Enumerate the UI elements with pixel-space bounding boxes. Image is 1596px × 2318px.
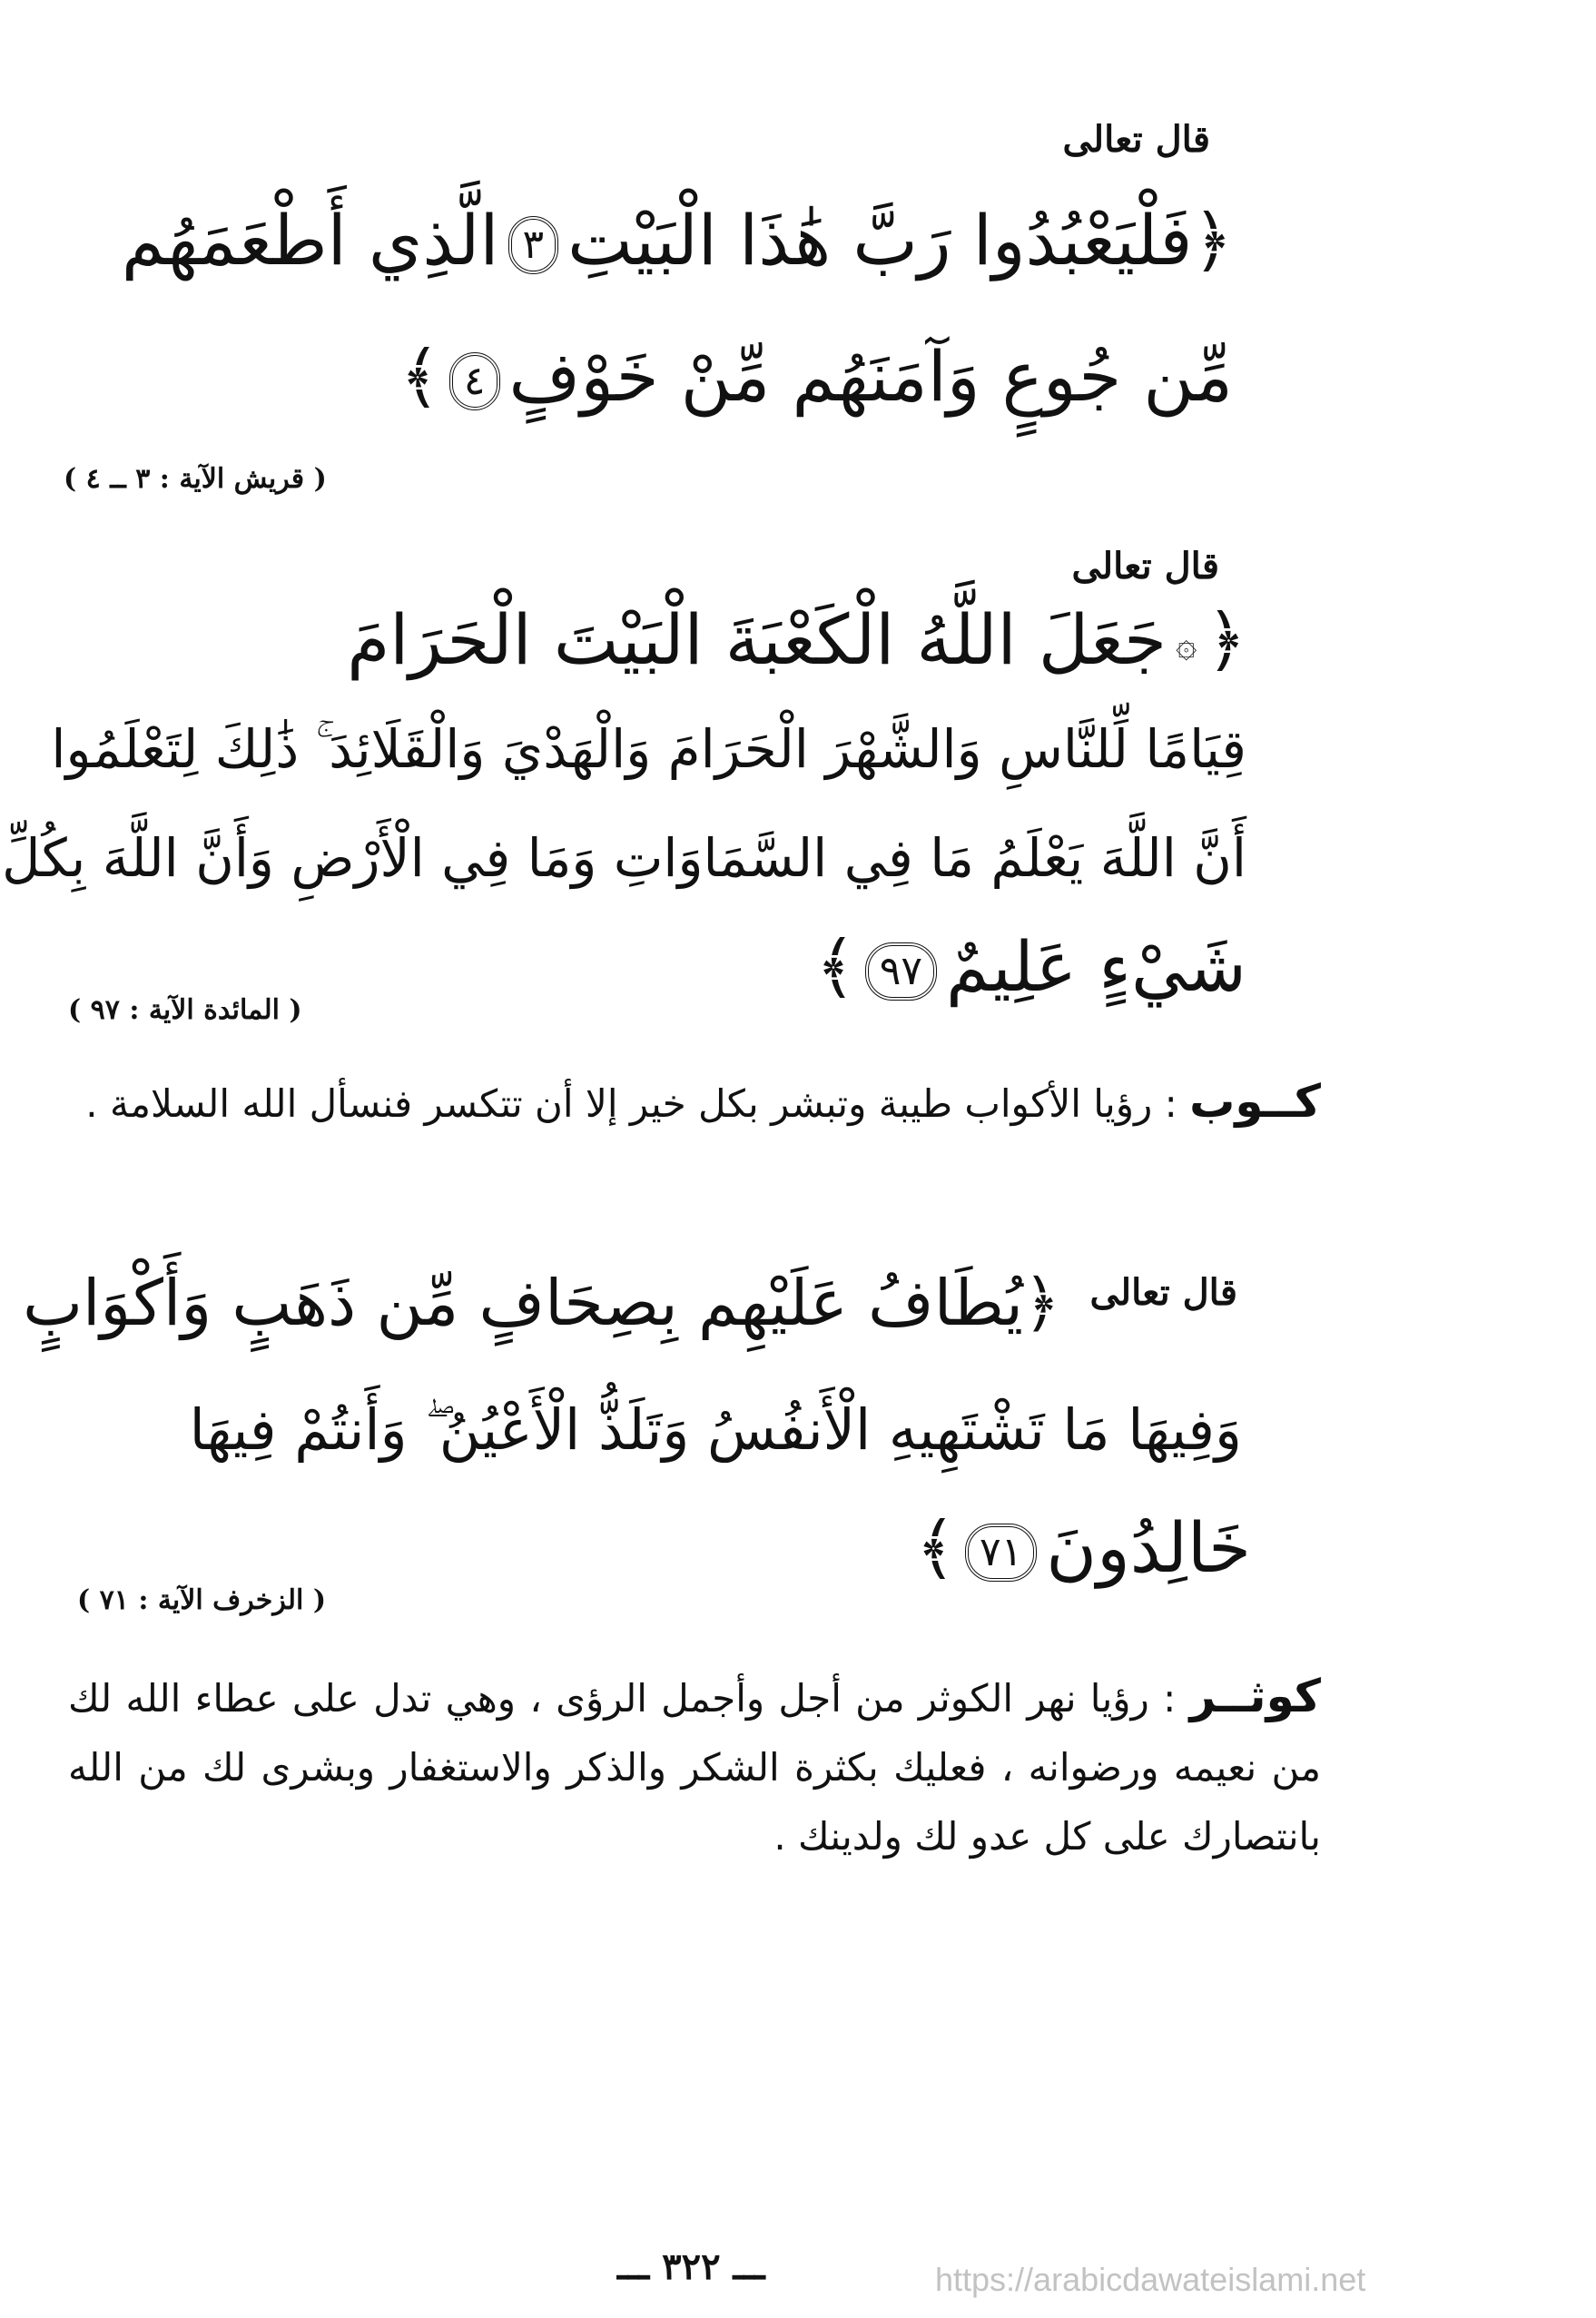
ayah-number-marker: ٩٧ [865,942,937,1001]
verse-2-line-1: ﴿۞جَعَلَ اللَّهُ الْكَعْبَةَ الْبَيْتَ الْحَرَامَ [184,572,1246,713]
verse-2-line-2: قِيَامًا لِّلنَّاسِ وَالشَّهْرَ الْحَرَامَ وَالْهَدْيَ وَالْقَلَائِدَ ۚ ذَٰلِكَ لِتَعْلَمُوا [51,718,1246,780]
verse-3-line-1: ﴿يُطَافُ عَلَيْهِم بِصِحَافٍ مِّن ذَهَبٍ وَأَكْوَابٍ [23,1266,1060,1340]
verse-reference-3: ( الزخرف الآية : ٧١ ) [77,1584,327,1616]
intro-label-2: قال تعالى [1071,545,1219,587]
star-ornament-icon: ۞ [1176,624,1197,666]
dream-keyword: كوثــر [1189,1670,1321,1722]
verse-3-line-2: وَفِيهَا مَا تَشْتَهِيهِ الْأَنفُسُ وَتَلَذُّ الْأَعْيُنُ ۖ وَأَنتُمْ فِيهَا [189,1396,1242,1463]
verse-reference-1: ( قريش الآية : ٣ ــ ٤ ) [64,463,327,495]
watermark-url: https://arabicdawateislami.net [935,2261,1366,2298]
intro-label-1: قال تعالى [1062,118,1210,161]
verse-3-line-3: خَالِدُونَ٧١﴾ [915,1507,1251,1588]
ayah-number-marker: ٧١ [965,1524,1037,1582]
ornate-bracket-open: ﴿ [1206,599,1246,680]
intro-label-3: قال تعالى [1089,1271,1237,1314]
ornate-bracket-open: ﴿ [1022,1266,1060,1340]
dream-keyword: كــوب [1189,1075,1321,1128]
interpretation-paragraph-2: كوثــر : رؤيا نهر الكوثر من أجل وأجمل الرؤى ، وهي تدل على عطاء الله لك من نعيمه ورضوانه ، فعليك بكثرة الشكر والذكر والاستغفار وبشرى لك من الله بانتصارك على كل عدو لك ولدينك . [68,1670,1321,1859]
verse-reference-2: ( المائدة الآية : ٩٧ ) [68,994,302,1026]
ayah-number-marker: ٤ [449,352,500,410]
verse-1-line-1: ﴿فَلْيَعْبُدُوا رَبَّ هَٰذَا الْبَيْتِ٣الَّذِي أَطْعَمَهُم [121,200,1233,281]
verse-2-line-3: أَنَّ اللَّهَ يَعْلَمُ مَا فِي السَّمَاوَاتِ وَمَا فِي الْأَرْضِ وَأَنَّ اللَّهَ بِكُلِّ [2,827,1246,889]
interpretation-paragraph-1: كــوب : رؤيا الأكواب طيبة وتبشر بكل خير إلا أن تتكسر فنسأل الله السلامة . [85,1075,1321,1128]
verse-2-line-4: شَيْءٍ عَلِيمٌ٩٧﴾ [815,926,1246,1007]
ornate-bracket-close: ﴾ [915,1507,957,1588]
ornate-bracket-close: ﴾ [815,926,856,1007]
page-number: ـــ ٣٢٢ ـــ [617,2245,765,2288]
ornate-bracket-open: ﴿ [1192,200,1233,281]
ayah-number-marker: ٣ [508,216,559,274]
verse-1-line-2: مِّن جُوعٍ وَآمَنَهُم مِّنْ خَوْفٍ٤﴾ [399,336,1233,417]
ornate-bracket-close: ﴾ [399,336,440,417]
